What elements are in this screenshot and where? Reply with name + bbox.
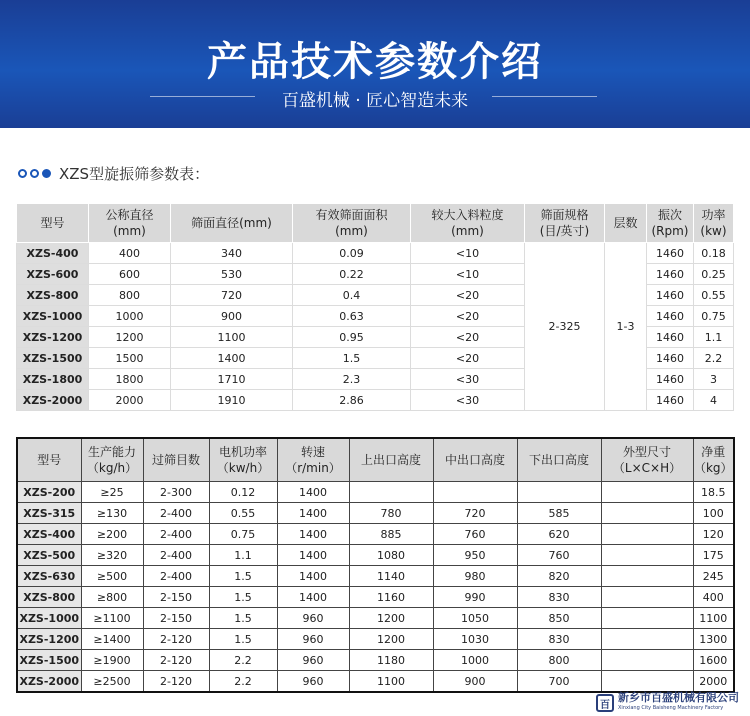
column-header: 层数	[605, 204, 647, 243]
table-cell: 980	[433, 566, 517, 587]
table-cell: 585	[517, 503, 601, 524]
table-row	[17, 608, 734, 629]
model-cell: XZS-200	[17, 482, 81, 503]
table-cell: 1200	[349, 629, 433, 650]
table-cell: ≥800	[81, 587, 143, 608]
table-cell: <20	[411, 306, 525, 327]
table-cell: ≥1400	[81, 629, 143, 650]
table-cell: ≥130	[81, 503, 143, 524]
table-row	[17, 587, 734, 608]
table-cell	[601, 545, 693, 566]
column-header: 电机功率 （kw/h）	[209, 438, 277, 482]
watermark-cn: 新乡市百盛机械有限公司	[618, 691, 739, 704]
table-cell: 175	[693, 545, 734, 566]
column-header: 筛面规格 (目/英寸)	[525, 204, 605, 243]
table-cell: 1.5	[209, 608, 277, 629]
table-cell: <30	[411, 390, 525, 411]
table-cell: 1100	[349, 671, 433, 693]
table-cell: 900	[171, 306, 293, 327]
column-header: 下出口高度	[517, 438, 601, 482]
table-cell: 850	[517, 608, 601, 629]
table-cell: 1460	[647, 390, 694, 411]
model-cell: XZS-1200	[17, 327, 89, 348]
section-heading	[18, 161, 209, 185]
table-cell: ≥25	[81, 482, 143, 503]
page-subtitle: 百盛机械 · 匠心智造未来	[281, 91, 469, 111]
table-row	[17, 545, 734, 566]
company-watermark	[596, 690, 746, 716]
table-cell: 400	[89, 243, 171, 264]
table-cell	[601, 671, 693, 693]
column-header: 筛面直径(mm)	[171, 204, 293, 243]
table-cell: 1600	[693, 650, 734, 671]
table-cell: 760	[517, 545, 601, 566]
table-cell: 1460	[647, 327, 694, 348]
table-cell: 2-400	[143, 524, 209, 545]
table-cell: 1000	[89, 306, 171, 327]
table-cell: 1.5	[209, 587, 277, 608]
page-title: 产品技术参数介绍	[207, 39, 543, 85]
table-cell: 2.86	[293, 390, 411, 411]
mesh-spec-cell: 2-325	[525, 243, 605, 411]
table-row	[17, 671, 734, 693]
table-cell: 2-150	[143, 608, 209, 629]
table-cell: 1400	[277, 503, 349, 524]
table1-header-row	[17, 204, 734, 243]
model-cell: XZS-800	[17, 285, 89, 306]
table-cell: 960	[277, 650, 349, 671]
table-cell: 245	[693, 566, 734, 587]
column-header: 转速 （r/min）	[277, 438, 349, 482]
column-header: 生产能力 （kg/h）	[81, 438, 143, 482]
table-cell: 2000	[89, 390, 171, 411]
table-row	[17, 629, 734, 650]
table-cell: 120	[693, 524, 734, 545]
model-cell: XZS-400	[17, 243, 89, 264]
table-cell	[601, 629, 693, 650]
table-cell: 2-300	[143, 482, 209, 503]
table-cell: 2-150	[143, 587, 209, 608]
table-cell: 1800	[89, 369, 171, 390]
table-cell: 0.18	[694, 243, 734, 264]
column-header: 型号	[17, 438, 81, 482]
model-cell: XZS-800	[17, 587, 81, 608]
table-cell: 885	[349, 524, 433, 545]
table-cell: 2.3	[293, 369, 411, 390]
table-cell: 800	[517, 650, 601, 671]
table-row	[17, 243, 734, 264]
table-cell: 1400	[277, 545, 349, 566]
table-row	[17, 524, 734, 545]
table-cell: 4	[694, 390, 734, 411]
table-cell: 1400	[277, 587, 349, 608]
column-header: 中出口高度	[433, 438, 517, 482]
table-cell: 1.1	[209, 545, 277, 566]
table-cell: 530	[171, 264, 293, 285]
table-cell: 1910	[171, 390, 293, 411]
column-header: 功率 (kw)	[694, 204, 734, 243]
table-cell	[349, 482, 433, 503]
table2-header-row	[17, 438, 734, 482]
model-cell: XZS-2000	[17, 671, 81, 693]
table-cell: 830	[517, 587, 601, 608]
table-cell: 1460	[647, 348, 694, 369]
model-cell: XZS-1000	[17, 608, 81, 629]
column-header: 外型尺寸 （L×C×H）	[601, 438, 693, 482]
table-cell: 1180	[349, 650, 433, 671]
table-cell: 1030	[433, 629, 517, 650]
column-header: 净重 （kg）	[693, 438, 734, 482]
column-header: 公称直径 (mm)	[89, 204, 171, 243]
table-cell: 1460	[647, 264, 694, 285]
table-cell	[601, 566, 693, 587]
table-cell: 820	[517, 566, 601, 587]
table-cell: 0.12	[209, 482, 277, 503]
table-cell: 0.63	[293, 306, 411, 327]
table-cell: 1400	[171, 348, 293, 369]
table-cell: 1500	[89, 348, 171, 369]
table-cell: 0.55	[209, 503, 277, 524]
table-cell: <10	[411, 243, 525, 264]
table-cell: 1300	[693, 629, 734, 650]
watermark-en: Xinxiang City Baisheng Machinery Factory	[618, 705, 724, 711]
table-cell: 2-120	[143, 629, 209, 650]
table-cell: 720	[433, 503, 517, 524]
table-cell: 1.5	[209, 629, 277, 650]
table-cell: 1400	[277, 524, 349, 545]
column-header: 型号	[17, 204, 89, 243]
table-cell: 1.5	[209, 566, 277, 587]
table-cell: 960	[277, 608, 349, 629]
table-cell: ≥2500	[81, 671, 143, 693]
table-cell	[601, 608, 693, 629]
table-cell: 400	[693, 587, 734, 608]
table-cell: <10	[411, 264, 525, 285]
table-cell: 760	[433, 524, 517, 545]
table-cell: 2.2	[209, 650, 277, 671]
table-cell: <20	[411, 327, 525, 348]
table-cell	[601, 524, 693, 545]
table-cell: 960	[277, 671, 349, 693]
table-cell: 2000	[693, 671, 734, 693]
company-logo-icon: 百	[596, 694, 614, 712]
table-cell: 0.09	[293, 243, 411, 264]
table-cell	[601, 587, 693, 608]
column-header: 过筛目数	[143, 438, 209, 482]
table-cell: 0.75	[694, 306, 734, 327]
column-header: 较大入料粒度 (mm)	[411, 204, 525, 243]
model-cell: XZS-400	[17, 524, 81, 545]
table-cell: 1400	[277, 566, 349, 587]
table-cell: 960	[277, 629, 349, 650]
table-cell: 0.4	[293, 285, 411, 306]
column-header: 上出口高度	[349, 438, 433, 482]
table-cell: 0.22	[293, 264, 411, 285]
table-row	[17, 482, 734, 503]
table-cell: 1.5	[293, 348, 411, 369]
column-header: 有效筛面面积 (mm)	[293, 204, 411, 243]
table-cell	[601, 503, 693, 524]
model-cell: XZS-1800	[17, 369, 89, 390]
parameter-table-2	[16, 437, 735, 693]
model-cell: XZS-2000	[17, 390, 89, 411]
table-cell: 950	[433, 545, 517, 566]
table-cell: 1460	[647, 243, 694, 264]
header-banner	[0, 0, 750, 128]
table-cell: 100	[693, 503, 734, 524]
table-cell: 2.2	[209, 671, 277, 693]
table-row	[17, 503, 734, 524]
table-cell: <20	[411, 285, 525, 306]
table-cell: ≥200	[81, 524, 143, 545]
table-cell	[517, 482, 601, 503]
model-cell: XZS-630	[17, 566, 81, 587]
table-cell: 1.1	[694, 327, 734, 348]
table-cell: 2-400	[143, 503, 209, 524]
table-cell: 800	[89, 285, 171, 306]
table-cell: 3	[694, 369, 734, 390]
table-cell: 2.2	[694, 348, 734, 369]
table-cell: 1200	[349, 608, 433, 629]
table-cell: 0.95	[293, 327, 411, 348]
table-cell: <20	[411, 348, 525, 369]
table-cell: 0.55	[694, 285, 734, 306]
model-cell: XZS-1000	[17, 306, 89, 327]
table-cell: 0.25	[694, 264, 734, 285]
table-cell: 900	[433, 671, 517, 693]
model-cell: XZS-315	[17, 503, 81, 524]
table-cell: 0.75	[209, 524, 277, 545]
table-cell: 600	[89, 264, 171, 285]
table-cell: 2-400	[143, 545, 209, 566]
table-cell: 1100	[693, 608, 734, 629]
table-row	[17, 650, 734, 671]
table-cell: 340	[171, 243, 293, 264]
table-cell: 990	[433, 587, 517, 608]
table-cell: ≥1900	[81, 650, 143, 671]
table-cell: ≥320	[81, 545, 143, 566]
dots-icon	[18, 169, 51, 178]
table-cell: 2-400	[143, 566, 209, 587]
section-title: XZS型旋振筛参数表：	[59, 164, 210, 183]
table-cell: 830	[517, 629, 601, 650]
table-cell	[433, 482, 517, 503]
table-cell	[601, 482, 693, 503]
table-cell	[601, 650, 693, 671]
table-cell: ≥1100	[81, 608, 143, 629]
table-cell: 1000	[433, 650, 517, 671]
table-cell: 2-120	[143, 671, 209, 693]
model-cell: XZS-1200	[17, 629, 81, 650]
model-cell: XZS-500	[17, 545, 81, 566]
table-cell: 1400	[277, 482, 349, 503]
parameter-table-1	[16, 203, 734, 411]
table-cell: 780	[349, 503, 433, 524]
table-cell: 1140	[349, 566, 433, 587]
model-cell: XZS-600	[17, 264, 89, 285]
table-cell: 1050	[433, 608, 517, 629]
table-cell: 1160	[349, 587, 433, 608]
table-cell: 1710	[171, 369, 293, 390]
table-cell: 18.5	[693, 482, 734, 503]
table-cell: <30	[411, 369, 525, 390]
model-cell: XZS-1500	[17, 650, 81, 671]
table-cell: 720	[171, 285, 293, 306]
table-cell: 700	[517, 671, 601, 693]
table-cell: 2-120	[143, 650, 209, 671]
table-cell: 1080	[349, 545, 433, 566]
table-cell: 620	[517, 524, 601, 545]
layers-cell: 1-3	[605, 243, 647, 411]
column-header: 振次 (Rpm)	[647, 204, 694, 243]
table-cell: 1100	[171, 327, 293, 348]
table-cell: 1460	[647, 306, 694, 327]
model-cell: XZS-1500	[17, 348, 89, 369]
table-row	[17, 566, 734, 587]
table-cell: 1460	[647, 285, 694, 306]
table-cell: 1200	[89, 327, 171, 348]
table-cell: ≥500	[81, 566, 143, 587]
divider-right	[492, 96, 597, 97]
table-cell: 1460	[647, 369, 694, 390]
